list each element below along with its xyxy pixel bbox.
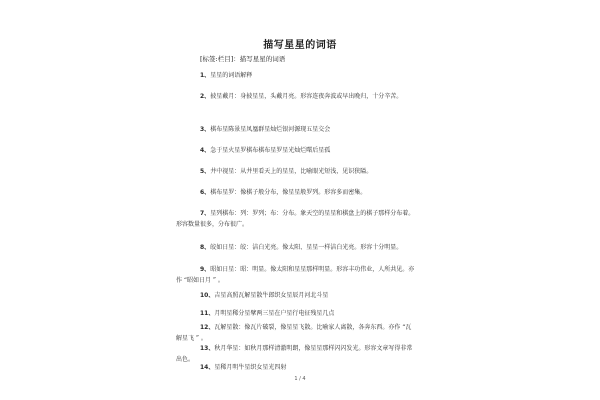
item-number: 10、: [200, 292, 215, 299]
list-item: [176, 187, 416, 198]
list-item: [176, 308, 416, 319]
list-item: [176, 264, 416, 286]
item-number: 8、: [200, 244, 211, 251]
item-text: 星稀月明牛星织女星光四射: [214, 364, 287, 371]
item-number: 2、: [200, 93, 211, 100]
item-text: 星星的词语解释: [210, 72, 253, 79]
item-text: 棋布星罗：像棋子般分布，像星星般罗列。形容多而密集。: [210, 189, 367, 196]
list-item: [176, 322, 416, 344]
item-text: 月明星稀分星擘两三星在户星行电征残星几点: [214, 310, 335, 317]
list-item: [176, 145, 416, 156]
list-item: [176, 242, 416, 253]
item-text: 急于星火星罗棋布棋布星罗星光灿烂曙后星孤: [210, 147, 331, 154]
list-item: [176, 362, 416, 373]
item-text: 吉星高照瓦解星散牛郎织女星辰月河北斗星: [214, 292, 329, 299]
item-number: 3、: [200, 126, 211, 133]
item-number: 7、: [200, 210, 211, 217]
item-number: 4、: [200, 147, 211, 154]
item-text: 披星戴月：身披星星，头戴月亮。形容连夜奔波或早出晚归，十分辛苦。: [210, 93, 403, 100]
item-text: 皎如日星：皎：洁白光亮。像太阳、星星一样洁白光亮。形容十分明显。: [210, 244, 403, 251]
item-text: 昭如日星：昭：明显。像太阳和星星那样明显。形容丰功伟业，人所共见。亦作 “昭如日月 ” 。: [176, 266, 415, 284]
item-number: 9、: [200, 266, 211, 273]
item-number: 13、: [200, 345, 215, 352]
item-number: 1、: [200, 72, 211, 79]
list-item: [176, 290, 416, 301]
item-text: 瓦解星散：像瓦片破裂，像星星飞散。比喻家人离散，各奔东西。亦作 “瓦解星飞 ” 。: [176, 324, 412, 342]
list-item: [176, 124, 416, 135]
page-number: 1 / 4: [294, 376, 306, 382]
item-number: 14、: [200, 364, 215, 371]
list-item: [176, 91, 416, 102]
item-number: 5、: [200, 168, 211, 175]
list-item: [176, 166, 416, 177]
item-number: 6、: [200, 189, 211, 196]
item-number: 11、: [200, 310, 215, 317]
item-text: 秋月华星：如秋月那样清澈明朗，像星星那样闪闪发光。形容文章写得非常出色。: [176, 345, 413, 363]
list-item: [176, 208, 416, 230]
page-title: 描写星星的词语: [263, 40, 337, 51]
list-item: [176, 70, 416, 81]
item-text: 井中视星：从井里看天上的星星，比喻眼光短浅，见识狭隘。: [210, 168, 373, 175]
tag-line: [标签:栏目]：描写星星的词语: [200, 55, 286, 63]
item-text: 星列棋布：列：罗列；布：分布。象天空的星星和棋盘上的棋子那样分布着。形容数量很多，分布很广。: [176, 210, 415, 228]
item-text: 棋布星陈景星凤凰群星灿烂银河源现五星交会: [210, 126, 331, 133]
item-number: 12、: [200, 324, 215, 331]
